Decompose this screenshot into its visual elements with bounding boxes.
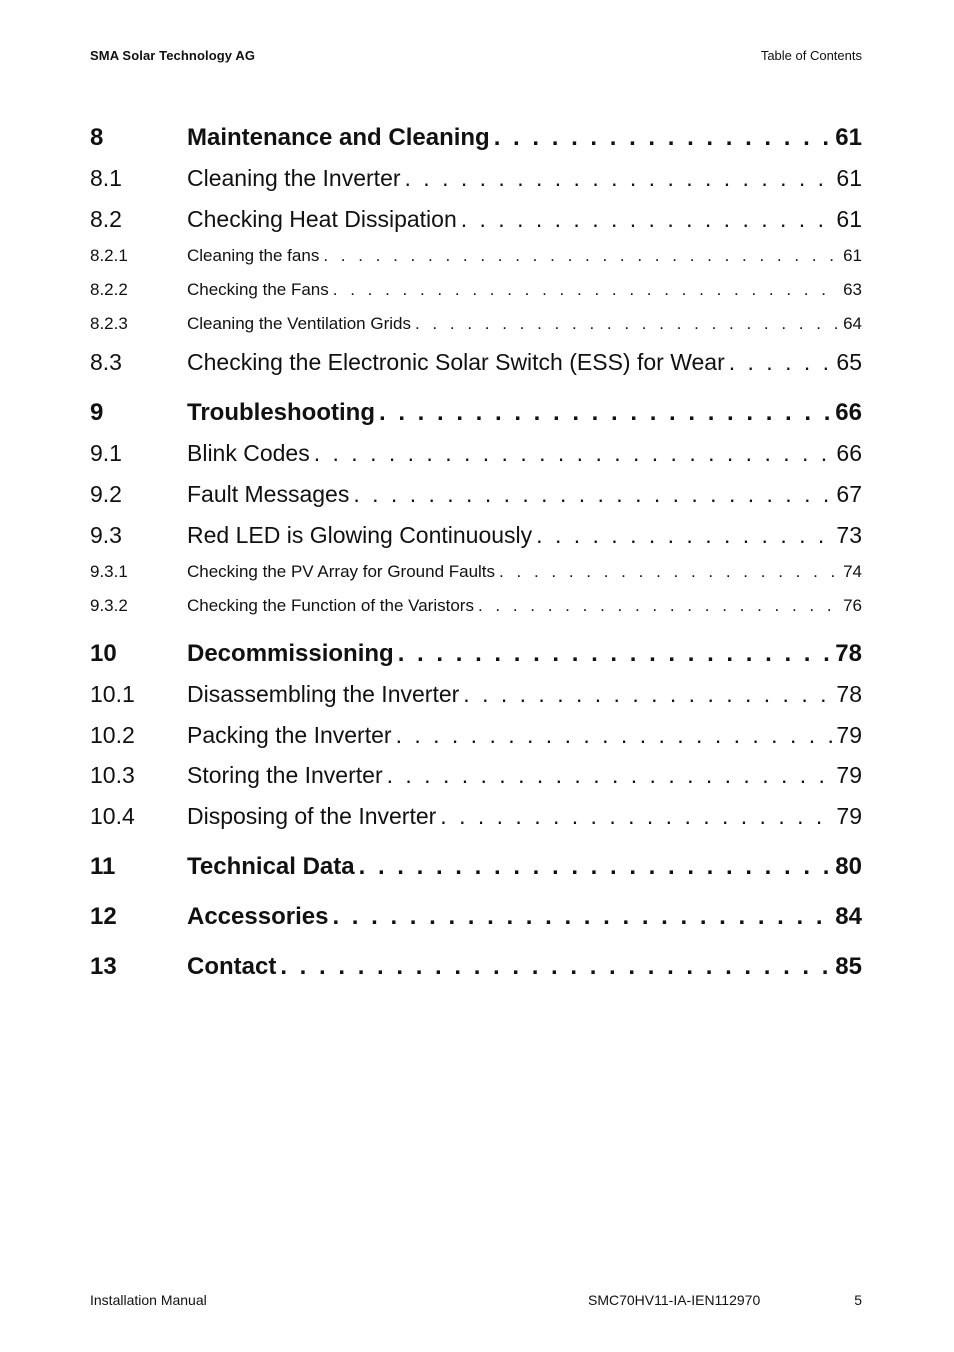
dot-leader [353,481,832,508]
toc-entry[interactable] [90,124,862,152]
document-title: Installation Manual [90,1292,207,1308]
toc-entry-page: 61 [835,124,862,151]
document-code: SMC70HV11-IA-IEN112970 [588,1292,761,1308]
toc-entry-title: Red LED is Glowing Continuously [187,522,533,548]
toc-entry-number: 9.3.2 [90,596,128,615]
toc-entry-title: Contact [187,953,277,980]
toc-entry-number: 10.2 [90,722,135,748]
toc-entry[interactable] [90,596,862,616]
toc-entry-page: 61 [836,165,862,191]
toc-entry-title: Disposing of the Inverter [187,803,437,829]
toc-entry-number: 8.3 [90,349,122,375]
section-title: Table of Contents [760,48,862,63]
toc-entry-page: 79 [836,803,862,829]
dot-leader [333,280,839,300]
toc-entry-page: 67 [836,481,862,507]
toc-entry-page: 61 [843,246,862,265]
dot-leader [405,165,833,192]
toc-entry[interactable] [90,681,862,708]
toc-entry-title: Technical Data [187,853,355,880]
toc-entry-title: Checking the PV Array for Ground Faults [187,562,496,581]
toc-entry-page: 61 [836,206,862,232]
toc-entry-title: Cleaning the Inverter [187,165,401,191]
toc-entry[interactable] [90,903,862,931]
toc-entry-number: 12 [90,903,117,930]
toc-entry-title: Fault Messages [187,481,350,507]
dot-leader [398,640,832,668]
toc-entry-number: 9.3 [90,522,122,548]
toc-entry-page: 64 [843,314,862,333]
toc-entry-number: 10 [90,640,117,667]
toc-entry-title: Disassembling the Inverter [187,681,460,707]
toc-entry-number: 9 [90,399,104,426]
toc-entry-title: Checking Heat Dissipation [187,206,457,232]
toc-entry[interactable] [90,206,862,233]
toc-entry[interactable] [90,165,862,192]
toc-entry-page: 85 [835,953,862,980]
toc-entry[interactable] [90,349,862,376]
toc-entry-page: 74 [843,562,862,581]
toc-entry-title: Troubleshooting [187,399,375,426]
toc-entry-page: 73 [836,522,862,548]
toc-entry-number: 9.2 [90,481,122,507]
toc-entry-number: 8.2 [90,206,122,232]
toc-entry-number: 10.3 [90,762,135,788]
dot-leader [536,522,832,549]
toc-entry[interactable] [90,280,862,300]
toc-entry-page: 66 [835,399,862,426]
dot-leader [332,903,831,931]
toc-entry-title: Storing the Inverter [187,762,383,788]
toc-entry-page: 80 [835,853,862,880]
toc-entry[interactable] [90,762,862,789]
dot-leader [396,722,833,749]
toc-entry[interactable] [90,522,862,549]
toc-entry-number: 11 [90,853,116,880]
dot-leader [499,562,839,582]
toc-entry-page: 78 [836,681,862,707]
toc-entry-number: 10.4 [90,803,135,829]
toc-entry-title: Checking the Fans [187,280,329,299]
page-header [90,48,862,68]
page-number: 5 [854,1292,862,1308]
dot-leader [494,124,832,152]
company-name: SMA Solar Technology AG [90,48,256,63]
toc-entry-number: 9.3.1 [90,562,128,581]
dot-leader [463,681,832,708]
toc-entry[interactable] [90,953,862,981]
dot-leader [280,953,831,981]
dot-leader [478,596,839,616]
toc-entry[interactable] [90,803,862,830]
toc-entry[interactable] [90,562,862,582]
toc-entry-number: 9.1 [90,440,122,466]
toc-entry[interactable] [90,481,862,508]
toc-entry-title: Packing the Inverter [187,722,392,748]
toc-entry-number: 8.2.1 [90,246,128,265]
toc-entry-title: Checking the Electronic Solar Switch (ESS) for Wear [187,349,725,375]
toc-entry-page: 78 [835,640,862,667]
toc-entry-title: Maintenance and Cleaning [187,124,490,151]
dot-leader [387,762,833,789]
toc-entry-number: 8 [90,124,104,151]
toc-entry-page: 66 [836,440,862,466]
toc-entry-page: 84 [835,903,862,930]
toc-entry-page: 65 [836,349,862,375]
toc-entry-title: Decommissioning [187,640,394,667]
toc-entry[interactable] [90,640,862,668]
toc-entry[interactable] [90,246,862,266]
toc-entry-number: 8.2.2 [90,280,128,299]
dot-leader [379,399,831,427]
dot-leader [440,803,832,830]
toc-entry-title: Cleaning the fans [187,246,320,265]
dot-leader [729,349,833,376]
page-footer [90,1292,862,1312]
toc-entry-title: Blink Codes [187,440,310,466]
toc-entry-page: 76 [843,596,862,615]
toc-entry[interactable] [90,399,862,427]
toc-entry[interactable] [90,722,862,749]
toc-entry-title: Cleaning the Ventilation Grids [187,314,411,333]
toc-entry-number: 8.2.3 [90,314,128,333]
dot-leader [323,246,839,266]
toc-entry-number: 13 [90,953,117,980]
toc-entry-number: 10.1 [90,681,135,707]
toc-entry-number: 8.1 [90,165,122,191]
dot-leader [314,440,833,467]
toc-entry-page: 79 [836,762,862,788]
toc-entry[interactable] [90,314,862,334]
dot-leader [461,206,833,233]
dot-leader [359,853,832,881]
toc-entry-title: Checking the Function of the Varistors [187,596,474,615]
toc-entry-page: 79 [836,722,862,748]
toc-entry[interactable] [90,440,862,467]
dot-leader [415,314,839,334]
toc-entry-page: 63 [843,280,862,299]
toc-entry[interactable] [90,853,862,881]
toc-entry-title: Accessories [187,903,329,930]
